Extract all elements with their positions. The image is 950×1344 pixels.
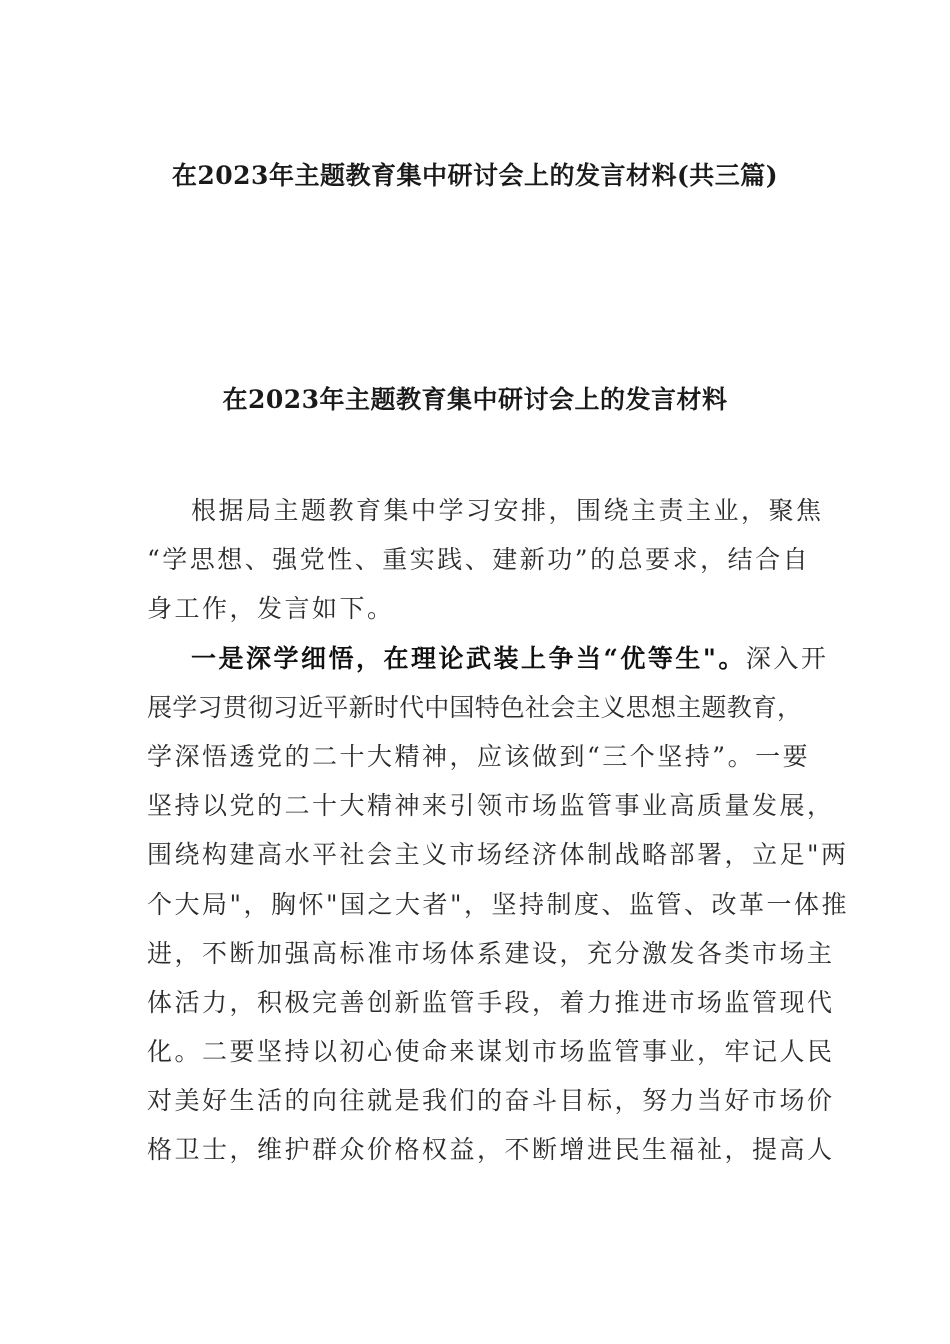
body-line: 体活力，积极完善创新监管手段，着力推进市场监管现代 xyxy=(147,987,835,1017)
document-main-title: 在2023年主题教育集中研讨会上的发言材料(共三篇) xyxy=(171,161,779,190)
intro-line: 身工作，发言如下。 xyxy=(147,594,395,624)
document-body xyxy=(147,486,849,1175)
intro-line: “学思想、强党性、重实践、建新功”的总要求，结合自 xyxy=(147,545,811,575)
document-sub-title: 在2023年主题教育集中研讨会上的发言材料 xyxy=(222,385,728,414)
body-line: 对美好生活的向往就是我们的奋斗目标，努力当好市场价 xyxy=(147,1086,835,1116)
body-line: 进，不断加强高标准市场体系建设，充分激发各类市场主 xyxy=(147,938,835,968)
body-line: 学深悟透党的二十大精神，应该做到“三个坚持”。一要 xyxy=(147,741,811,771)
section-one-first-line xyxy=(147,634,829,683)
body-line: 围绕构建高水平社会主义市场经济体制战略部署，立足"两 xyxy=(147,840,849,870)
body-line: 坚持以党的二十大精神来引领市场监管事业高质量发展， xyxy=(147,791,835,821)
section-one-first-line-rest: 深入开 xyxy=(745,643,829,673)
body-line: 个大局"，胸怀"国之大者"，坚持制度、监管、改革一体推 xyxy=(147,889,849,919)
section-one-heading: 一是深学细悟，在理论武装上争当“优等生"。 xyxy=(191,643,746,673)
body-line: 展学习贯彻习近平新时代中国特色社会主义思想主题教育， xyxy=(147,692,802,722)
intro-line: 根据局主题教育集中学习安排，围绕主责主业，聚焦 xyxy=(191,496,824,525)
body-line: 格卫士，维护群众价格权益，不断增进民生福祉，提高人 xyxy=(147,1135,835,1165)
body-line: 化。二要坚持以初心使命来谋划市场监管事业，牢记人民 xyxy=(147,1037,835,1067)
